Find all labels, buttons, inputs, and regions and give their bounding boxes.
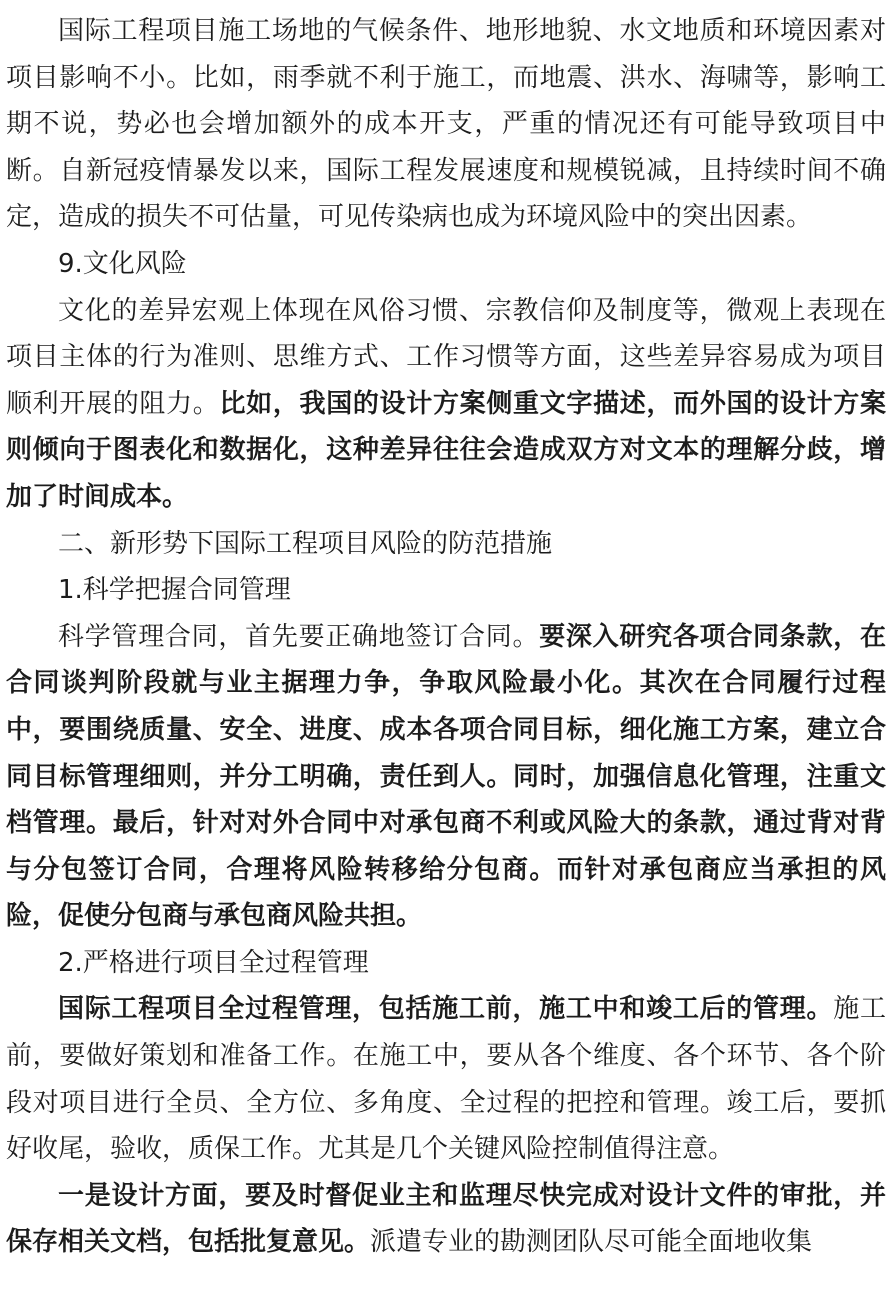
bold-text-segment: 要深入研究各项合同条款，在合同谈判阶段就与业主据理力争，争取风险最小化。其次在合同履行过程中，要围绕质量、安全、进度、成本各项合同目标，细化施工方案，建立合同目标管理细则，并分工明确，责任到人。同时，加强信息化管理，注重文档管理。最后，针对对外合同中对承包商不利或风险大的条款，通过背对背与分包签订合同，合理将风险转移给分包商。而针对承包商应当承担的风险，促使分包商与承包商风险共担。 — [6, 621, 886, 932]
paragraph-environment-risk — [6, 8, 886, 241]
bold-text-segment: 比如，我国的设计方案侧重文字描述，而外国的设计方案则倾向于图表化和数据化，这种差异往往会造成双方对文本的理解分歧，增加了时间成本。 — [6, 388, 886, 512]
heading-process-management — [6, 940, 886, 987]
text-segment: 施工前，要做好策划和准备工作。在施工中，要从各个维度、各个环节、各个阶段对项目进行全员、全方位、多角度、全过程的把控和管理。竣工后，要抓好收尾，验收，质保工作。尤其是几个关键风险控制值得注意。 — [6, 994, 886, 1165]
text-segment: 文化的差异宏观上体现在风俗习惯、宗教信仰及制度等，微观上表现在项目主体的行为准则、思维方式、工作习惯等方面，这些差异容易成为项目顺利开展的阻力。 — [6, 295, 886, 419]
heading-contract-management — [6, 567, 886, 614]
heading-text: 2.严格进行项目全过程管理 — [58, 947, 369, 978]
heading-culture-risk — [6, 241, 886, 288]
paragraph-process-management — [6, 986, 886, 1172]
text-segment: 国际工程项目施工场地的气候条件、地形地貌、水文地质和环境因素对项目影响不小。比如，雨季就不利于施工，而地震、洪水、海啸等，影响工期不说，势必也会增加额外的成本开支，严重的情况还有可能导致项目中断。自新冠疫情暴发以来，国际工程发展速度和规模锐减，且持续时间不确定，造成的损失不可估量，可见传染病也成为环境风险中的突出因素。 — [6, 16, 886, 233]
paragraph-contract-management — [6, 614, 886, 940]
bold-text-segment: 一是设计方面，要及时督促业主和监理尽快完成对设计文件的审批，并保存相关文档，包括批复意见。 — [6, 1180, 886, 1258]
bold-text-segment: 国际工程项目全过程管理，包括施工前，施工中和竣工后的管理。 — [58, 994, 834, 1025]
heading-text: 9.文化风险 — [58, 248, 187, 279]
heading-text: 1.科学把握合同管理 — [58, 575, 291, 606]
section-heading-measures — [6, 521, 886, 568]
paragraph-culture-risk — [6, 288, 886, 521]
paragraph-design-control — [6, 1173, 886, 1266]
text-segment: 科学管理合同，首先要正确地签订合同。 — [58, 621, 540, 652]
text-segment: 派遣专业的勘测团队尽可能全面地收集 — [370, 1227, 813, 1258]
heading-text: 二、新形势下国际工程项目风险的防范措施 — [58, 528, 553, 559]
